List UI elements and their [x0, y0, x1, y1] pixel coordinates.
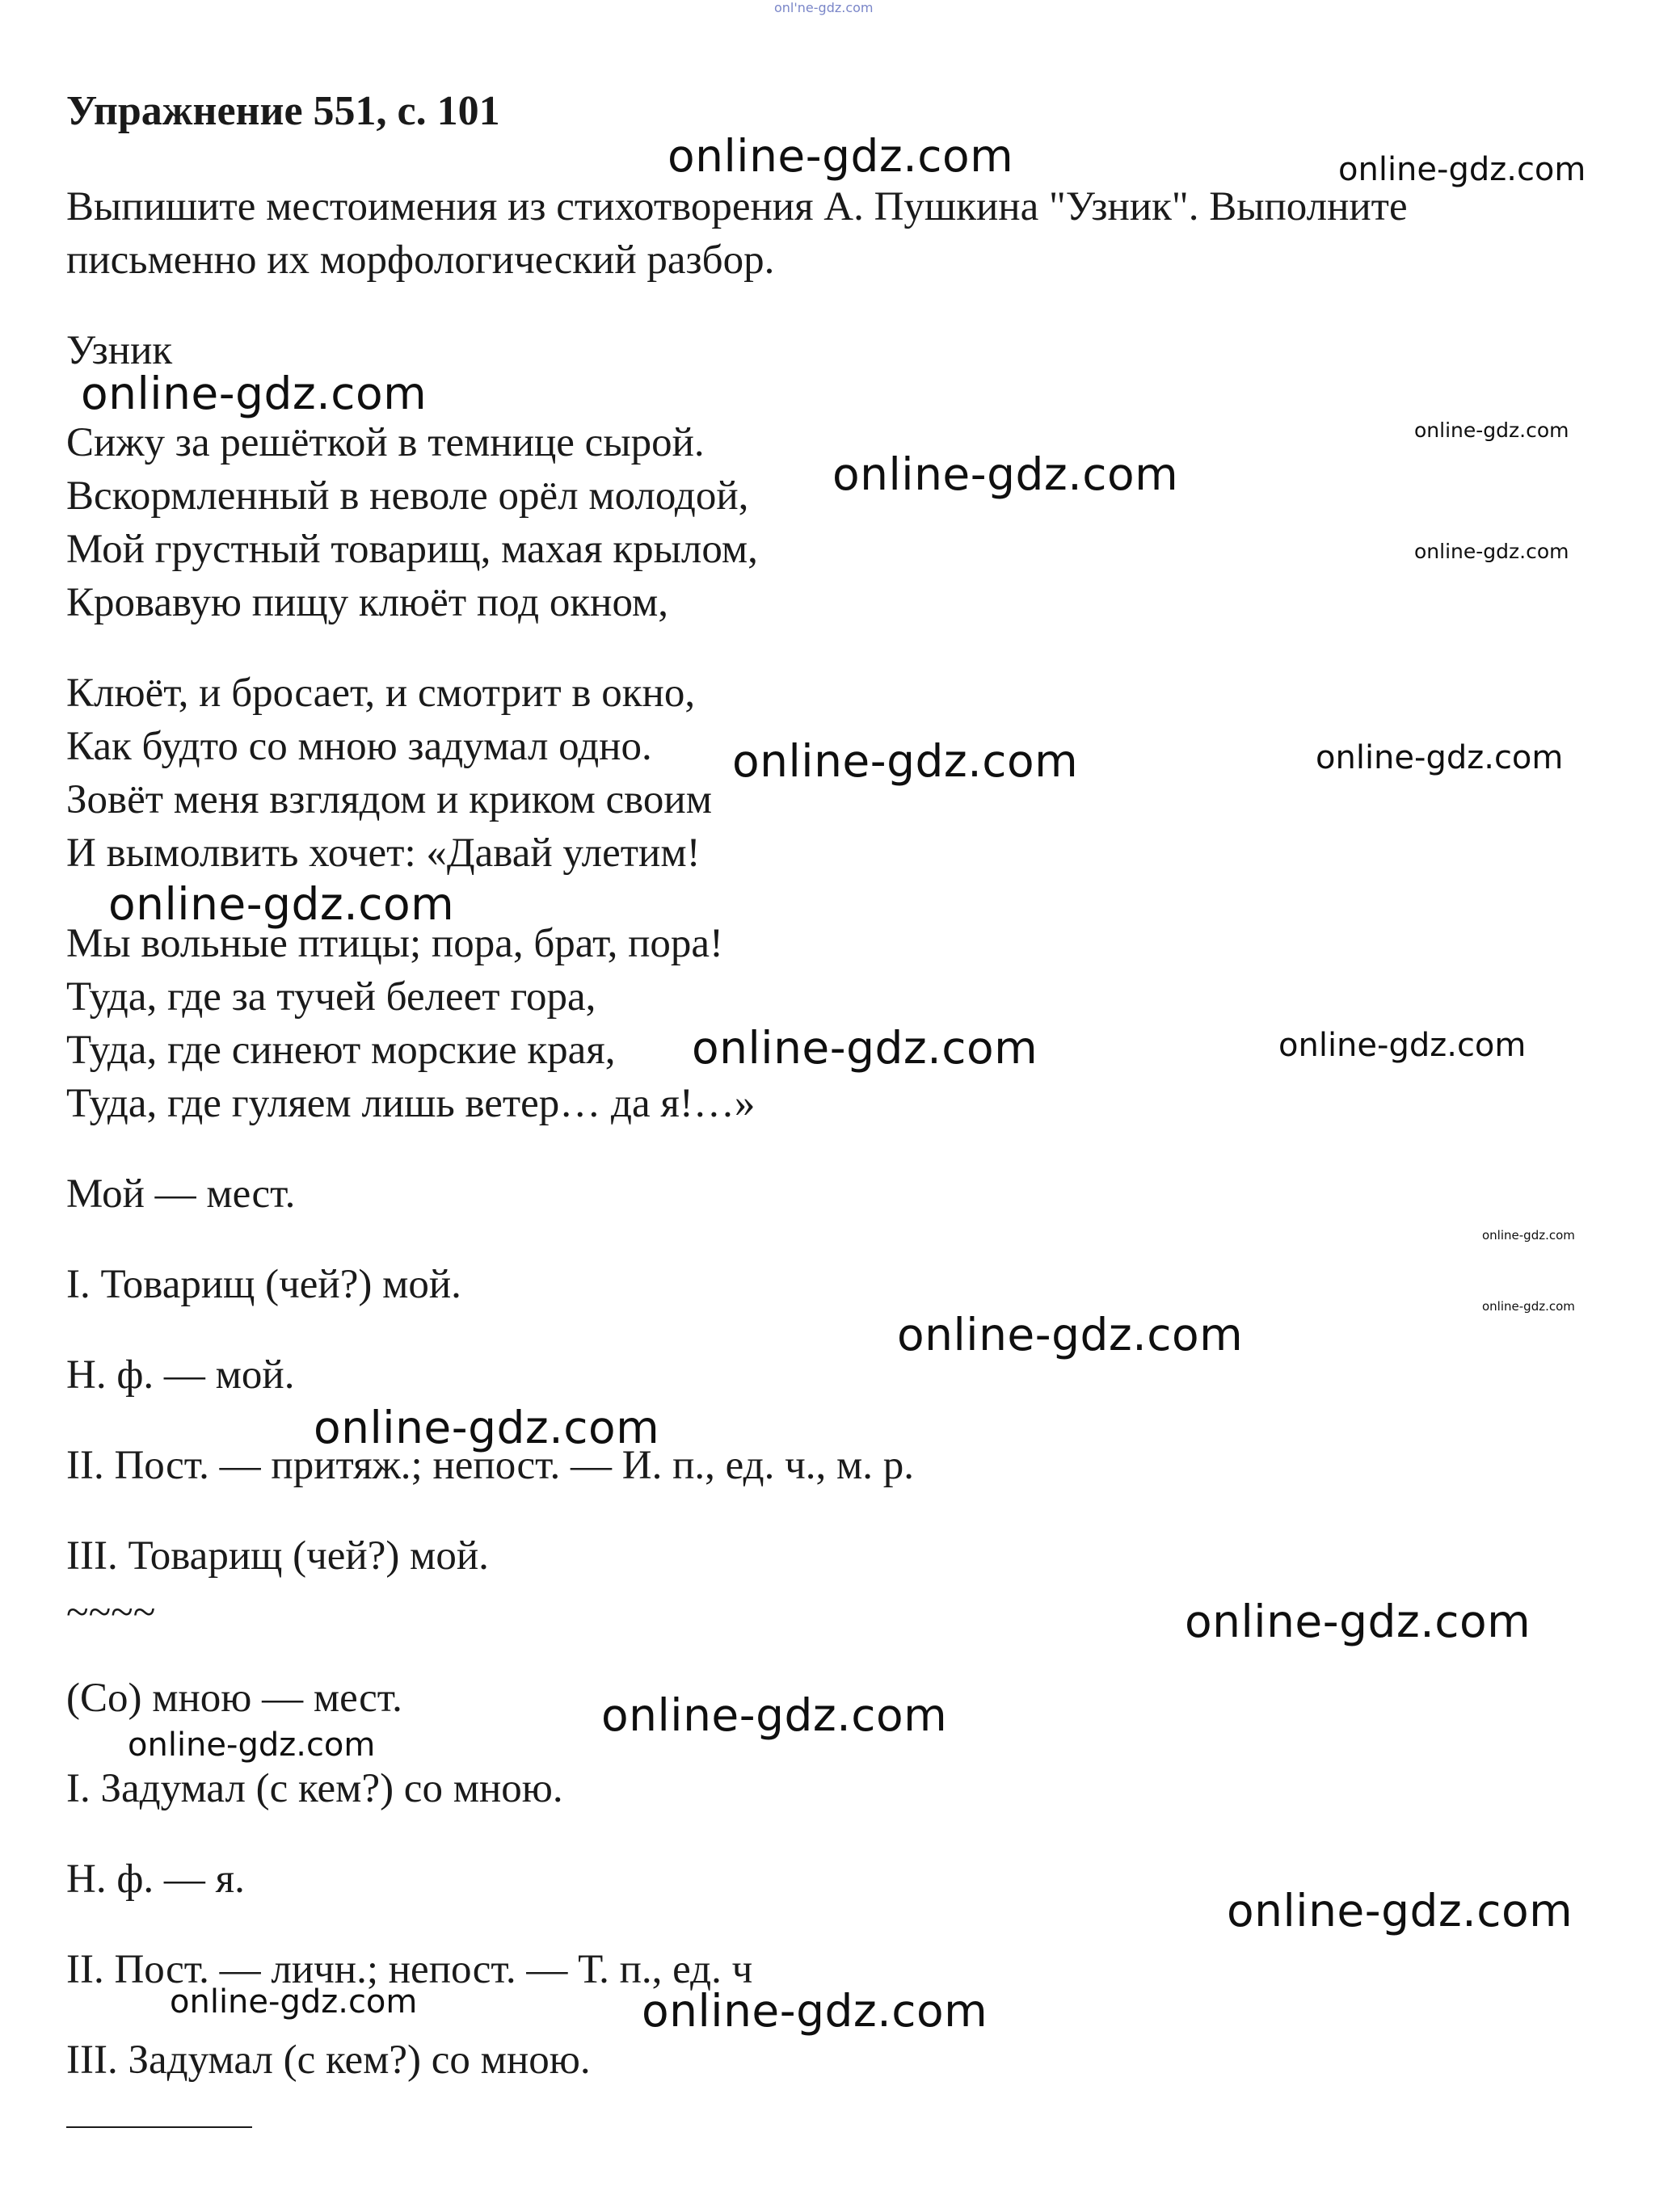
watermark: online-gdz.com	[108, 878, 455, 930]
watermark: online-gdz.com	[170, 1983, 418, 2021]
watermark: online-gdz.com	[1227, 1885, 1573, 1937]
watermark: online-gdz.com	[81, 368, 427, 419]
poem-line: Вскормленный в неволе орёл молодой,	[66, 473, 749, 519]
watermark: online-gdz.com	[128, 1726, 376, 1764]
watermark: online-gdz.com	[642, 1985, 988, 2037]
task-line-1: Выпишите местоимения из стихотворения А. Пушкина "Узник". Выполните	[66, 184, 1408, 229]
watermark: online-gdz.com	[314, 1402, 660, 1453]
poem-line: Сижу за решёткой в темнице сырой.	[66, 420, 705, 465]
poem-line: Туда, где гуляем лишь ветер… да я!…»	[66, 1081, 756, 1126]
watermark: online-gdz.com	[1414, 418, 1569, 442]
task-line-2: письменно их морфологический разбор.	[66, 238, 775, 283]
exercise-title: Упражнение 551, с. 101	[66, 88, 500, 134]
analysis-line: III. Товарищ (чей?) мой.	[66, 1533, 489, 1579]
watermark: online-gdz.com	[1185, 1596, 1531, 1647]
watermark: online-gdz.com	[1338, 151, 1586, 188]
poem-line: Зовёт меня взглядом и криком своим	[66, 777, 712, 822]
watermark: online-gdz.com	[601, 1689, 948, 1741]
analysis-line: I. Задумал (с кем?) со мною.	[66, 1766, 563, 1811]
watermark: online-gdz.com	[668, 130, 1014, 182]
analysis-heading: (Со) мною — мест.	[66, 1676, 402, 1721]
analysis-line: I. Товарищ (чей?) мой.	[66, 1262, 461, 1307]
poem-line: Туда, где за тучей белеет гора,	[66, 974, 596, 1020]
poem-line: Мы вольные птицы; пора, брат, пора!	[66, 921, 723, 966]
watermark: online-gdz.com	[1414, 540, 1569, 563]
poem-line: Как будто со мною задумал одно.	[66, 724, 652, 769]
analysis-line: II. Пост. — притяж.; непост. — И. п., ед. ч., м. р.	[66, 1443, 915, 1488]
separator-tilde: ~~~~	[66, 1590, 156, 1635]
analysis-line: Н. ф. — я.	[66, 1857, 245, 1902]
poem-line: Мой грустный товарищ, махая крылом,	[66, 527, 758, 572]
analysis-heading: Мой — мест.	[66, 1171, 296, 1217]
watermark: online-gdz.com	[1316, 739, 1564, 776]
poem-line: Кровавую пищу клюёт под окном,	[66, 580, 669, 625]
analysis-line: III. Задумал (с кем?) со мною.	[66, 2037, 591, 2083]
watermark: online-gdz.com	[897, 1309, 1244, 1360]
watermark: online-gdz.com	[832, 448, 1179, 500]
watermark: online-gdz.com	[692, 1022, 1038, 1074]
watermark: online-gdz.com	[1482, 1299, 1575, 1314]
analysis-line: II. Пост. — личн.; непост. — Т. п., ед. ч	[66, 1947, 753, 1992]
analysis-line: Н. ф. — мой.	[66, 1352, 295, 1398]
poem-line: Туда, где синеют морские края,	[66, 1028, 616, 1073]
poem-line: И вымолвить хочет: «Давай улетим!	[66, 831, 701, 876]
footnote-rule	[66, 2126, 252, 2128]
watermark: online-gdz.com	[1278, 1027, 1527, 1064]
watermark: online-gdz.com	[732, 735, 1079, 787]
poem-line: Клюёт, и бросает, и смотрит в окно,	[66, 671, 696, 716]
watermark: onl'ne-gdz.com	[774, 0, 874, 15]
watermark: online-gdz.com	[1482, 1228, 1575, 1243]
poem-title: Узник	[66, 328, 173, 373]
